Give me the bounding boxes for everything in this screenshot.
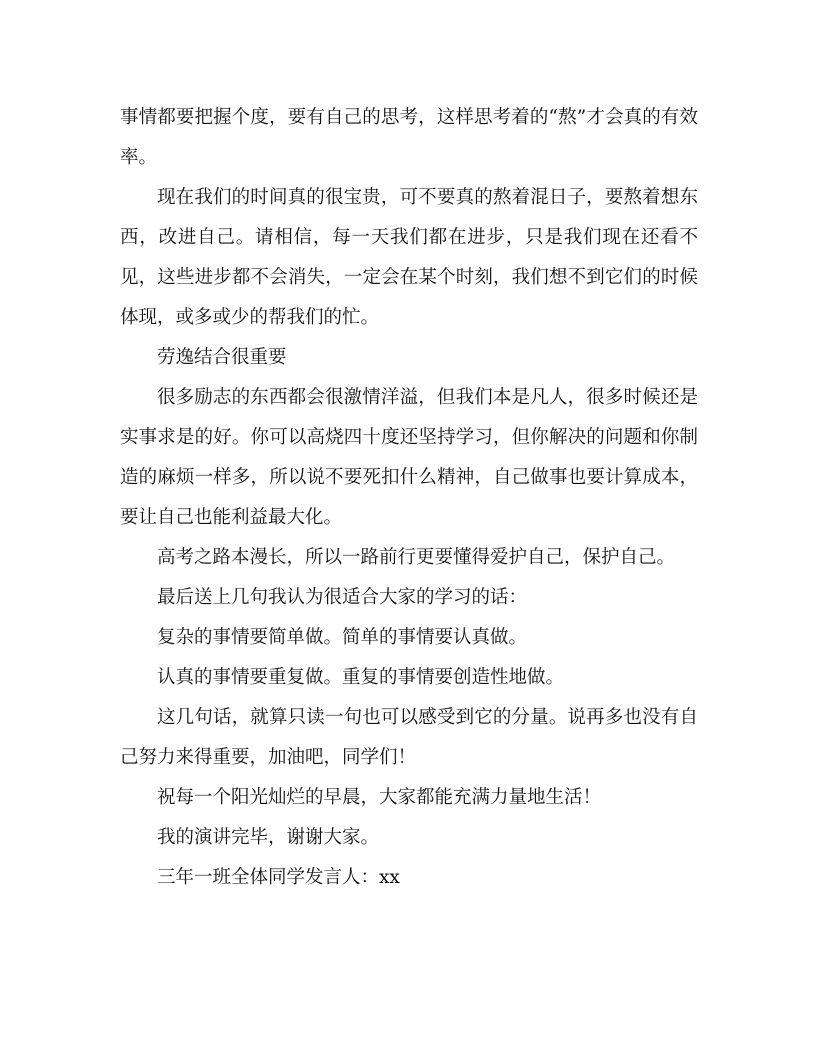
paragraph-continuation: 事情都要把握个度，要有自己的思考，这样思考着的“熬”才会真的有效率。 xyxy=(120,107,698,168)
paragraph-encouragement: 这几句话，就算只读一句也可以感受到它的分量。说再多也没有自己努力来得重要，加油吧，同学们！ xyxy=(120,707,698,768)
paragraph-realistic: 很多励志的东西都会很激情洋溢，但我们本是凡人，很多时候还是实事求是的好。你可以高烧四十度还坚持学习，但你解决的问题和你制造的麻烦一样多，所以说不要死扣什么精神，自己做事也要计算成本，要让自己也能利益最大化。 xyxy=(120,387,698,528)
paragraph-motto-1: 复杂的事情要简单做。简单的事情要认真做。 xyxy=(157,627,528,648)
speaker-signature: 三年一班全体同学发言人：xx xyxy=(157,867,400,888)
paragraph-closing-intro: 最后送上几句我认为很适合大家的学习的话： xyxy=(157,587,528,608)
paragraph-blessing: 祝每一个阳光灿烂的早晨，大家都能充满力量地生活！ xyxy=(157,787,602,808)
document-body xyxy=(120,98,698,898)
paragraph-motto-2: 认真的事情要重复做。重复的事情要创造性地做。 xyxy=(157,667,565,688)
paragraph-protect-self: 高考之路本漫长，所以一路前行更要懂得爱护自己，保护自己。 xyxy=(157,547,676,568)
paragraph-thanks: 我的演讲完毕，谢谢大家。 xyxy=(157,827,380,848)
paragraph-time-precious: 现在我们的时间真的很宝贵，可不要真的熬着混日子，要熬着想东西，改进自己。请相信，每一天我们都在进步，只是我们现在还看不见，这些进步都不会消失，一定会在某个时刻，我们想不到它们的时候体现，或多或少的帮我们的忙。 xyxy=(120,187,698,328)
section-heading-rest-balance: 劳逸结合很重要 xyxy=(157,347,287,368)
